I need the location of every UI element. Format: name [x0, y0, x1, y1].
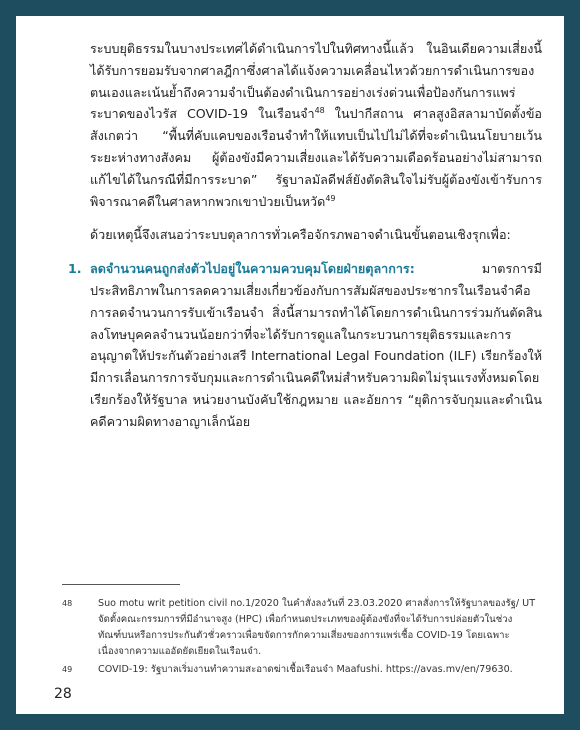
footnote-text: COVID-19: รัฐบาลเริ่มงานทำความสะอาดฆ่าเชื้อเรือนจำ Maafushi. https://avas.mv/en/79630.: [98, 664, 513, 675]
paragraph-1-continued: ในปากีสถาน ศาลสูงอิสลามาบัดตั้งข้อสังเกตว่า “พื้นที่คับแคบของเรือนจำทำให้แทบเป็นไปไม่ได้ที่จะดำเนินนโยบายเว้นระยะห่างทางสังคม ผู้ต้องขังมีความเสี่ยงและได้รับความเดือดร้อนอย่างไม่สามารถแก้ไขได้ในกรณีที่มีการระบาด” รัฐบาลมัลดีฟส์ยังตัดสินใจไม่รับผู้ต้องขังเข้ารับการพิจารณาคดีในศาลหากพวกเขาป่วยเป็นหวัด: [90, 106, 542, 209]
footnote-ref-48[interactable]: 48: [314, 106, 325, 116]
footnote-divider: [62, 584, 180, 585]
page-number: 28: [54, 686, 72, 702]
footnote-ref-49[interactable]: 49: [325, 193, 336, 203]
document-page: [16, 16, 564, 714]
footnote-49: [62, 662, 546, 678]
paragraph-1: [90, 38, 542, 212]
body-text: [68, 38, 542, 433]
list-item-1: [68, 258, 542, 432]
footnotes: [62, 596, 546, 680]
list-item-number: 1.: [68, 261, 82, 277]
footnote-number: 48: [62, 599, 73, 608]
paragraph-2: ด้วยเหตุนี้จึงเสนอว่าระบบตุลาการทั่วเครือจักรภพอาจดำเนินขั้นตอนเชิงรุกเพื่อ:: [90, 227, 511, 243]
footnote-48: [62, 596, 546, 660]
footnote-text: Suo motu writ petition civil no.1/2020 ในคำสั่งลงวันที่ 23.03.2020 ศาลสั่งการให้รัฐบาลของรัฐ/ UT จัดตั้งคณะกรรมการที่มีอำนาจสูง (HPC) เพื่อกำหนดประเภทของผู้ต้องขังที่จะได้รับการปล่อยตัวในช่วงทัณฑ์บนหรือการประกันตัวชั่วคราวเพื่อขจัดการกักความเสี่ยงของการแพร่เชื้อ COVID-19 โดยเฉพาะ เนื่องจากความแออัดยัดเยียดในเรือนจำ.: [98, 598, 536, 657]
paragraph-1-text: ระบบยุติธรรมในบางประเทศได้ดำเนินการไปในทิศทางนี้แล้ว ในอินเดียความเสี่ยงนี้ได้รับการยอมรับจากศาลฎีกาซึ่งศาลได้แจ้งความเคลื่อนไหวด้วยการดำเนินการของตนเองและเน้นย้ำถึงความจำเป็นต้องดำเนินการอย่างเร่งด่วนเพื่อป้องกันการแพร่ระบาดของไวรัส COVID-19 ในเรือนจำ: [90, 41, 542, 122]
list-item-text: มาตรการมีประสิทธิภาพในการลดความเสี่ยงเกี่ยวข้องกับการสัมผัสของประชากรในเรือนจำคือการลดจำนวนการรับเข้าเรือนจำ สิ่งนี้สามารถทำได้โดยการดำเนินการร่วมกันตัดสินลงโทษบุคคลจำนวนน้อยกว่าที่จะได้รับการดูแลในกระบวนการยุติธรรมและการอนุญาตให้ประกันตัวอย่างเสรี International Legal Foundation (ILF) เรียกร้องให้มีการเลื่อนการการจับกุมและการดำเนินคดีใหม่สำหรับความผิดไม่รุนแรงทั้งหมดโดยเรียกร้องให้รัฐบาล หน่วยงานบังคับใช้กฎหมาย และอัยการ “ยุติการจับกุมและดำเนินคดีความผิดทางอาญาเล็กน้อย: [90, 261, 542, 429]
list-item-heading: ลดจำนวนคนถูกส่งตัวไปอยู่ในความควบคุมโดยฝ่ายตุลาการ:: [90, 261, 415, 277]
list-item-body: [90, 258, 542, 432]
footnote-number: 49: [62, 665, 73, 674]
